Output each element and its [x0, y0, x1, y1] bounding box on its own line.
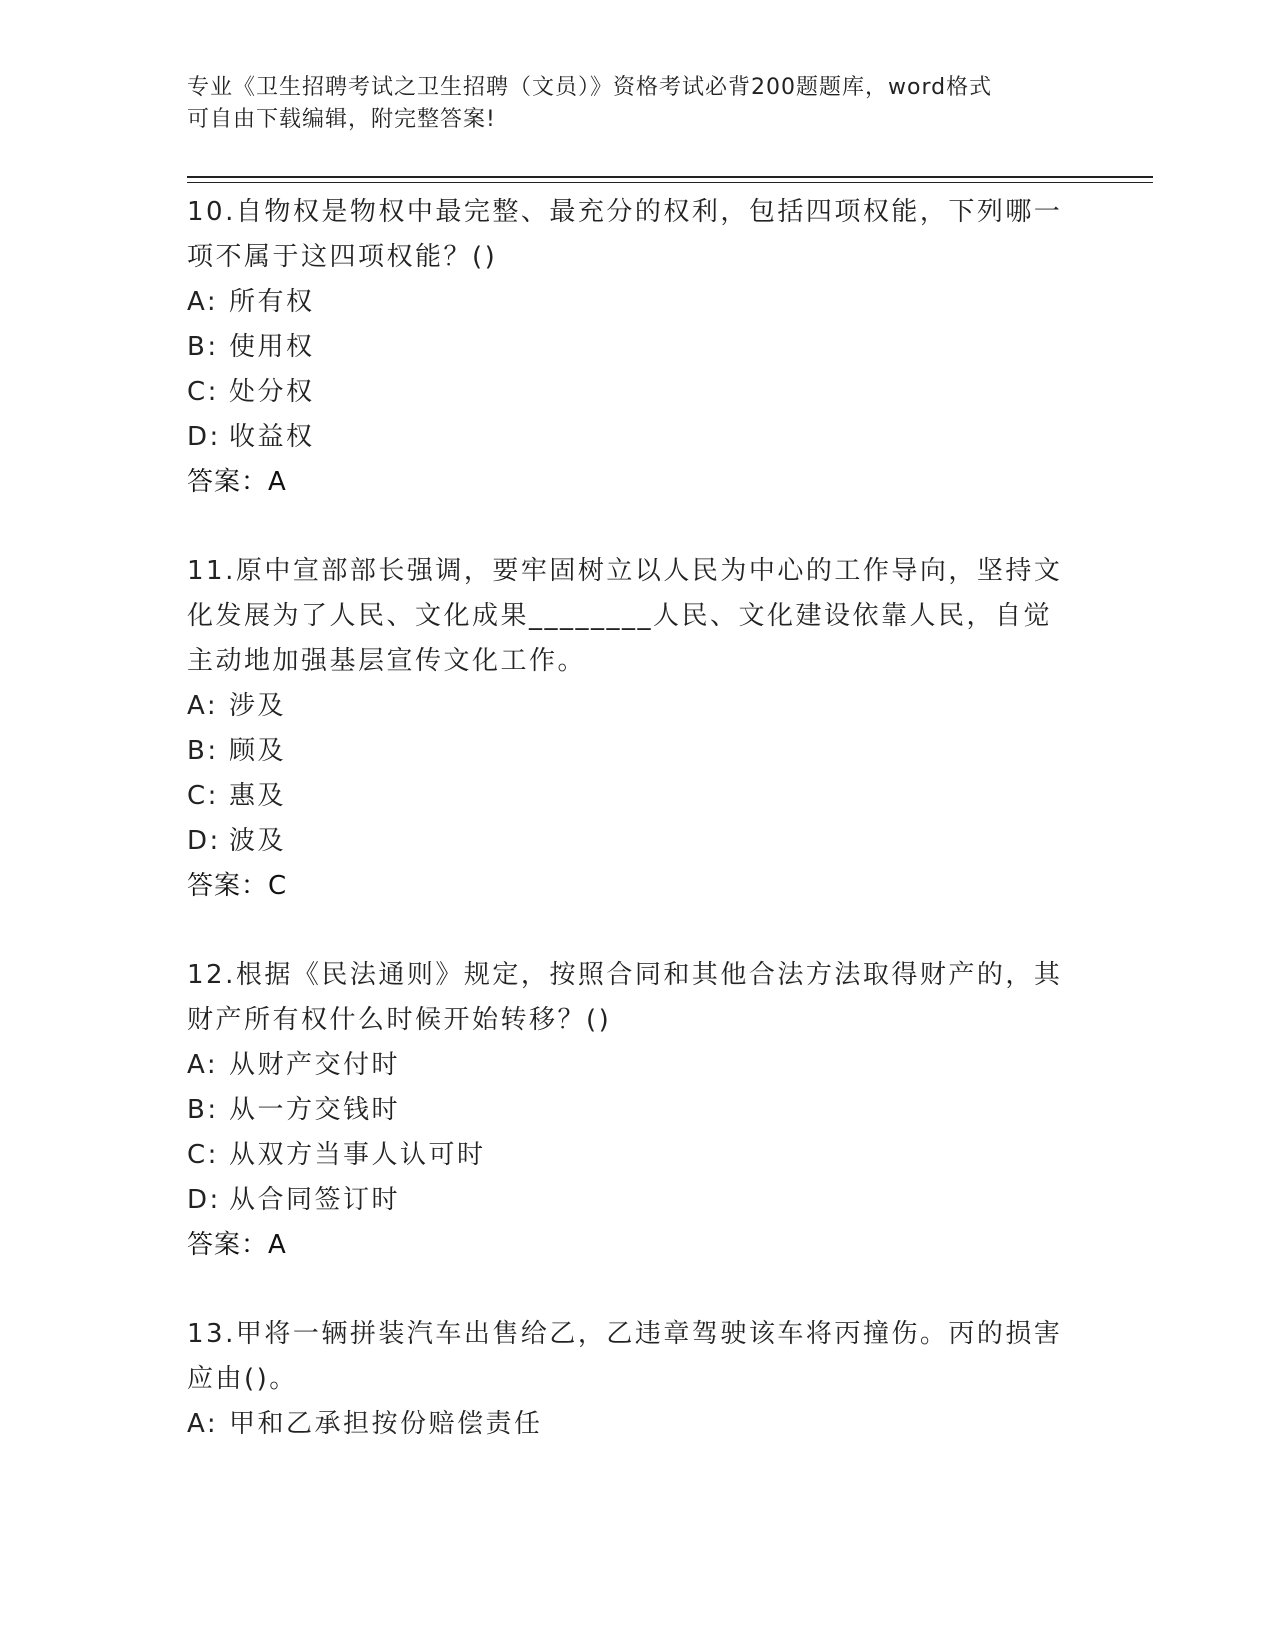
option-letter: A:: [187, 1409, 219, 1439]
option-letter: C:: [187, 377, 219, 407]
option-letter: A:: [187, 287, 219, 317]
question-stem-line: 主动地加强基层宣传文化工作。: [187, 646, 587, 676]
question-12: [187, 953, 1087, 1268]
option-text: 甲和乙承担按份赔偿责任: [229, 1409, 543, 1439]
option-letter: A:: [187, 1050, 219, 1080]
option-c: [187, 774, 1087, 819]
option-text: 处分权: [229, 377, 315, 407]
question-10: [187, 190, 1087, 505]
question-stem-line: 13.甲将一辆拼装汽车出售给乙，乙违章驾驶该车将丙撞伤。丙的损害: [187, 1319, 1063, 1349]
option-a: [187, 684, 1087, 729]
header-title-line-2: 可自由下载编辑，附完整答案!: [187, 107, 496, 132]
question-stem-line: 财产所有权什么时候开始转移？(): [187, 1005, 612, 1035]
option-text: 从一方交钱时: [229, 1095, 401, 1125]
option-letter: B:: [187, 1095, 219, 1125]
question-stem-line: 化发展为了人民、文化成果________人民、文化建设依靠人民，自觉: [187, 601, 1053, 631]
option-letter: C:: [187, 781, 219, 811]
option-letter: A:: [187, 691, 219, 721]
option-letter: C:: [187, 1140, 219, 1170]
option-text: 波及: [229, 826, 287, 856]
option-text: 从双方当事人认可时: [229, 1140, 486, 1170]
header-divider-thin: [187, 182, 1153, 183]
answer-line: 答案：A: [187, 1230, 287, 1260]
option-d: [187, 819, 1087, 864]
question-list: [187, 190, 1087, 1491]
option-text: 从合同签订时: [229, 1185, 401, 1215]
option-letter: D:: [187, 826, 221, 856]
question-stem-line: 12.根据《民法通则》规定，按照合同和其他合法方法取得财产的，其: [187, 960, 1063, 990]
option-b: [187, 325, 1087, 370]
option-text: 顾及: [229, 736, 287, 766]
answer-line: 答案：C: [187, 871, 288, 901]
option-text: 从财产交付时: [229, 1050, 401, 1080]
option-c: [187, 1133, 1087, 1178]
option-a: [187, 1402, 1087, 1447]
option-text: 所有权: [229, 287, 315, 317]
document-header: [187, 72, 1087, 136]
question-stem-line: 应由()。: [187, 1364, 298, 1394]
question-13: [187, 1312, 1087, 1447]
option-letter: B:: [187, 736, 219, 766]
option-letter: D:: [187, 422, 221, 452]
option-text: 使用权: [229, 332, 315, 362]
question-11: [187, 549, 1087, 909]
option-b: [187, 1088, 1087, 1133]
option-letter: D:: [187, 1185, 221, 1215]
header-divider-thick: [187, 176, 1153, 178]
header-title-line-1: 专业《卫生招聘考试之卫生招聘（文员）》资格考试必背200题题库，word格式: [187, 75, 993, 100]
answer-line: 答案：A: [187, 467, 287, 497]
option-letter: B:: [187, 332, 219, 362]
option-text: 涉及: [229, 691, 287, 721]
question-stem-line: 项不属于这四项权能？(): [187, 242, 498, 272]
question-stem-line: 10.自物权是物权中最完整、最充分的权利，包括四项权能，下列哪一: [187, 197, 1063, 227]
option-text: 惠及: [229, 781, 287, 811]
question-stem-line: 11.原中宣部部长强调，要牢固树立以人民为中心的工作导向，坚持文: [187, 556, 1063, 586]
option-a: [187, 280, 1087, 325]
option-text: 收益权: [229, 422, 315, 452]
option-d: [187, 1178, 1087, 1223]
option-c: [187, 370, 1087, 415]
option-d: [187, 415, 1087, 460]
option-a: [187, 1043, 1087, 1088]
option-b: [187, 729, 1087, 774]
